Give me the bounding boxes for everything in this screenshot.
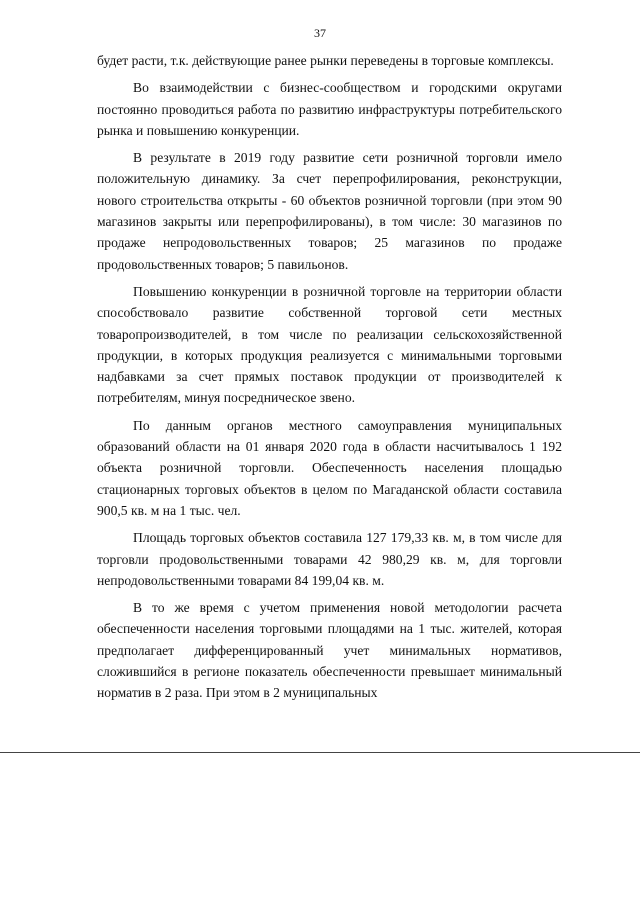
paragraph-competition: Повышению конкуренции в розничной торговле на территории области способствовало развитие собственной торговой сети местных товаропроизводителей, в том числе по реализации сельскохозяйственной продукции, в которых продукция реализуется с минимальными торговыми надбавками за счет прямых поставок продукции от производителей к потребителям, минуя посредническое звено. (97, 283, 562, 406)
page-number: 37 (314, 26, 326, 40)
paragraph-trade-area: Площадь торговых объектов составила 127 179,33 кв. м, в том числе для торговли продовольственными товарами 42 980,29 кв. м, для торговли непродовольственными товарами 84 199,04 кв. м. (97, 530, 562, 588)
paragraph-new-methodology: В то же время с учетом применения новой методологии расчета обеспеченности населения торговыми площадями на 1 тыс. жителей, которая предполагает дифференцированный учет минимальных нормативов, сложившийся в регионе показатель обеспеченности превышает минимальный норматив в 2 раза. При этом в 2 муниципальных (97, 600, 562, 701)
paragraph-business-cooperation: Во взаимодействии с бизнес-сообществом и городскими округами постоянно проводиться работа по развитию инфраструктуры потребительского рынка и повышению конкуренции. (97, 80, 562, 138)
paragraph-retail-objects-count: По данным органов местного самоуправления муниципальных образований области на 01 января 2020 года в области насчитывалось 1 192 объекта розничной торговли. Обеспеченность населения площадью стационарных торговых объектов в целом по Магаданской области составила 900,5 кв. м на 1 тыс. чел. (97, 417, 562, 518)
paragraph-retail-network-2019: В результате в 2019 году развитие сети розничной торговли имело положительную динамику. За счет перепрофилирования, реконструкции, нового строительства открыты - 60 объектов розничной торговли (при этом 90 магазинов закрыты или перепрофилированы), в том числе: 30 магазинов по продаже непродовольственных товаров; 25 магазинов по продаже продовольственных товаров; 5 павильонов. (97, 150, 562, 272)
paragraph-markets-continuation: будет расти, т.к. действующие ранее рынки переведены в торговые комплексы. (97, 53, 554, 68)
document-body (97, 50, 562, 704)
footer-divider (0, 752, 640, 753)
